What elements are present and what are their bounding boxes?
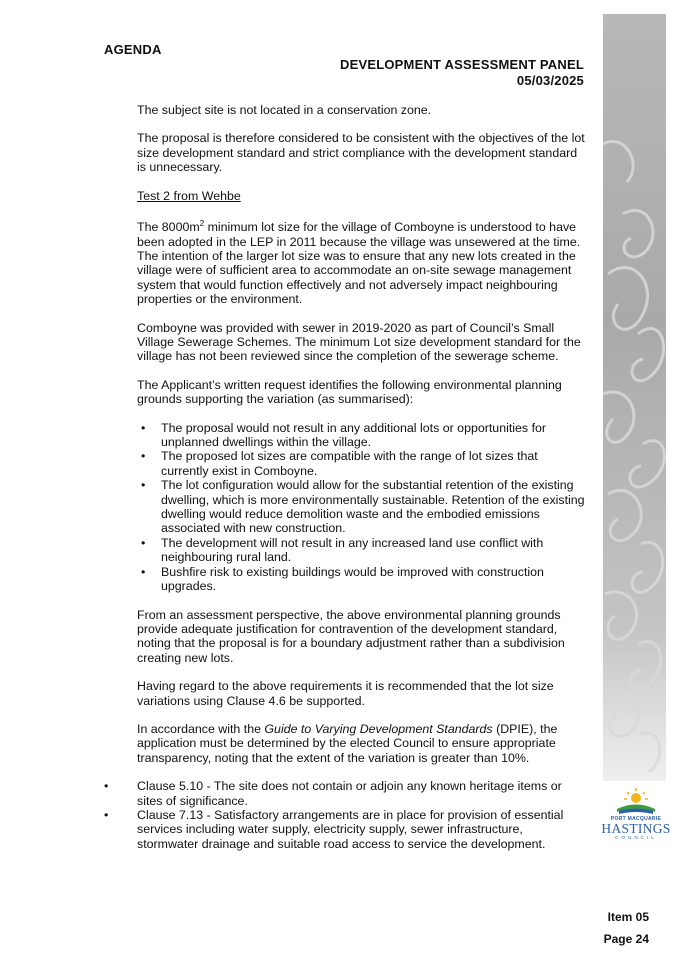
panel-title: DEVELOPMENT ASSESSMENT PANEL <box>340 57 584 72</box>
page-number: Page 24 <box>603 932 649 946</box>
list-item: • The proposed lot sizes are compatible with the range of lot sizes that currently exist in Comboyne. <box>137 449 587 478</box>
page-content <box>137 103 587 851</box>
meeting-date: 05/03/2025 <box>516 73 584 88</box>
text-span: minimum lot size for the village of Comboyne is understood to have been adopted in the LEP in 2011 because the village was unsewered at the time. The intention of the larger lot size was to ensure that any new lots created in the village were of sufficient area to accommodate an on-site sewage management system that would function effectively and not adversely impact neighbouring properties or the environment. <box>137 220 581 307</box>
section-heading: Test 2 from Wehbe <box>137 188 241 203</box>
paragraph: The Applicant’s written request identifies the following environmental planning grounds supporting the variation (as summarised): <box>137 377 562 407</box>
agenda-label: AGENDA <box>104 42 162 57</box>
text-span: In accordance with the <box>137 721 265 736</box>
list-item: • Clause 5.10 - The site does not contain or adjoin any known heritage items or sites of significance. <box>137 779 587 808</box>
paragraph: The subject site is not located in a conservation zone. <box>137 103 432 117</box>
paragraph: The proposal is therefore considered to be consistent with the objectives of the lot size development standard and strict compliance with the development standard is unnecessary. <box>137 131 585 175</box>
guide-title: Guide to Varying Development Standards <box>264 721 493 736</box>
logo-line: PORT MACQUARIE <box>610 816 662 822</box>
logo-line: COUNCIL <box>615 835 657 840</box>
paragraph: Comboyne was provided with sewer in 2019-2020 as part of Council’s Small Village Sewerage Schemes. The minimum Lot size development standard for the village has not been reviewed since the completion of the sewerage scheme. <box>137 320 581 364</box>
logo-line: HASTINGS <box>601 821 671 836</box>
paragraph: From an assessment perspective, the above environmental planning grounds provide adequate justification for contravention of the development standard, noting that the proposal is for a boundary adjustment rather than a subdivision creating new lots. <box>137 607 565 665</box>
list-item: • The lot configuration would allow for the substantial retention of the existing dwelling, which is more environmentally sustainable. Retention of the existing dwelling would reduce demolition waste and the embodied emissions associated with new construction. <box>137 478 587 536</box>
grounds-list <box>137 421 587 594</box>
item-number: Item 05 <box>607 910 649 924</box>
decorative-side-band <box>603 14 666 781</box>
superscript: 2 <box>199 219 205 229</box>
text-span: The 8000m <box>137 220 200 235</box>
paragraph: Having regard to the above requirements it is recommended that the lot size variations using Clause 4.6 be supported. <box>137 679 554 708</box>
paragraph <box>137 217 587 307</box>
paragraph <box>137 722 587 765</box>
council-logo-text <box>600 816 672 840</box>
document-header <box>340 57 584 89</box>
clause-list <box>137 779 587 851</box>
list-item: • The proposal would not result in any additional lots or opportunities for unplanned dwellings within the village. <box>137 421 587 450</box>
list-item: • The development will not result in any increased land use conflict with neighbouring rural land. <box>137 536 587 565</box>
list-item: • Bushfire risk to existing buildings would be improved with construction upgrades. <box>137 565 587 594</box>
swirl-pattern-icon <box>603 14 666 781</box>
list-item: • Clause 7.13 - Satisfactory arrangements are in place for provision of essential services including water supply, electricity supply, sewer infrastructure, stormwater drainage and suitable road access to service the development. <box>137 808 587 851</box>
text-span: (DPIE), the application must be determined by the elected Council to ensure appropriate transparency, noting that the extent of the variation is greater than 10%. <box>137 721 558 765</box>
